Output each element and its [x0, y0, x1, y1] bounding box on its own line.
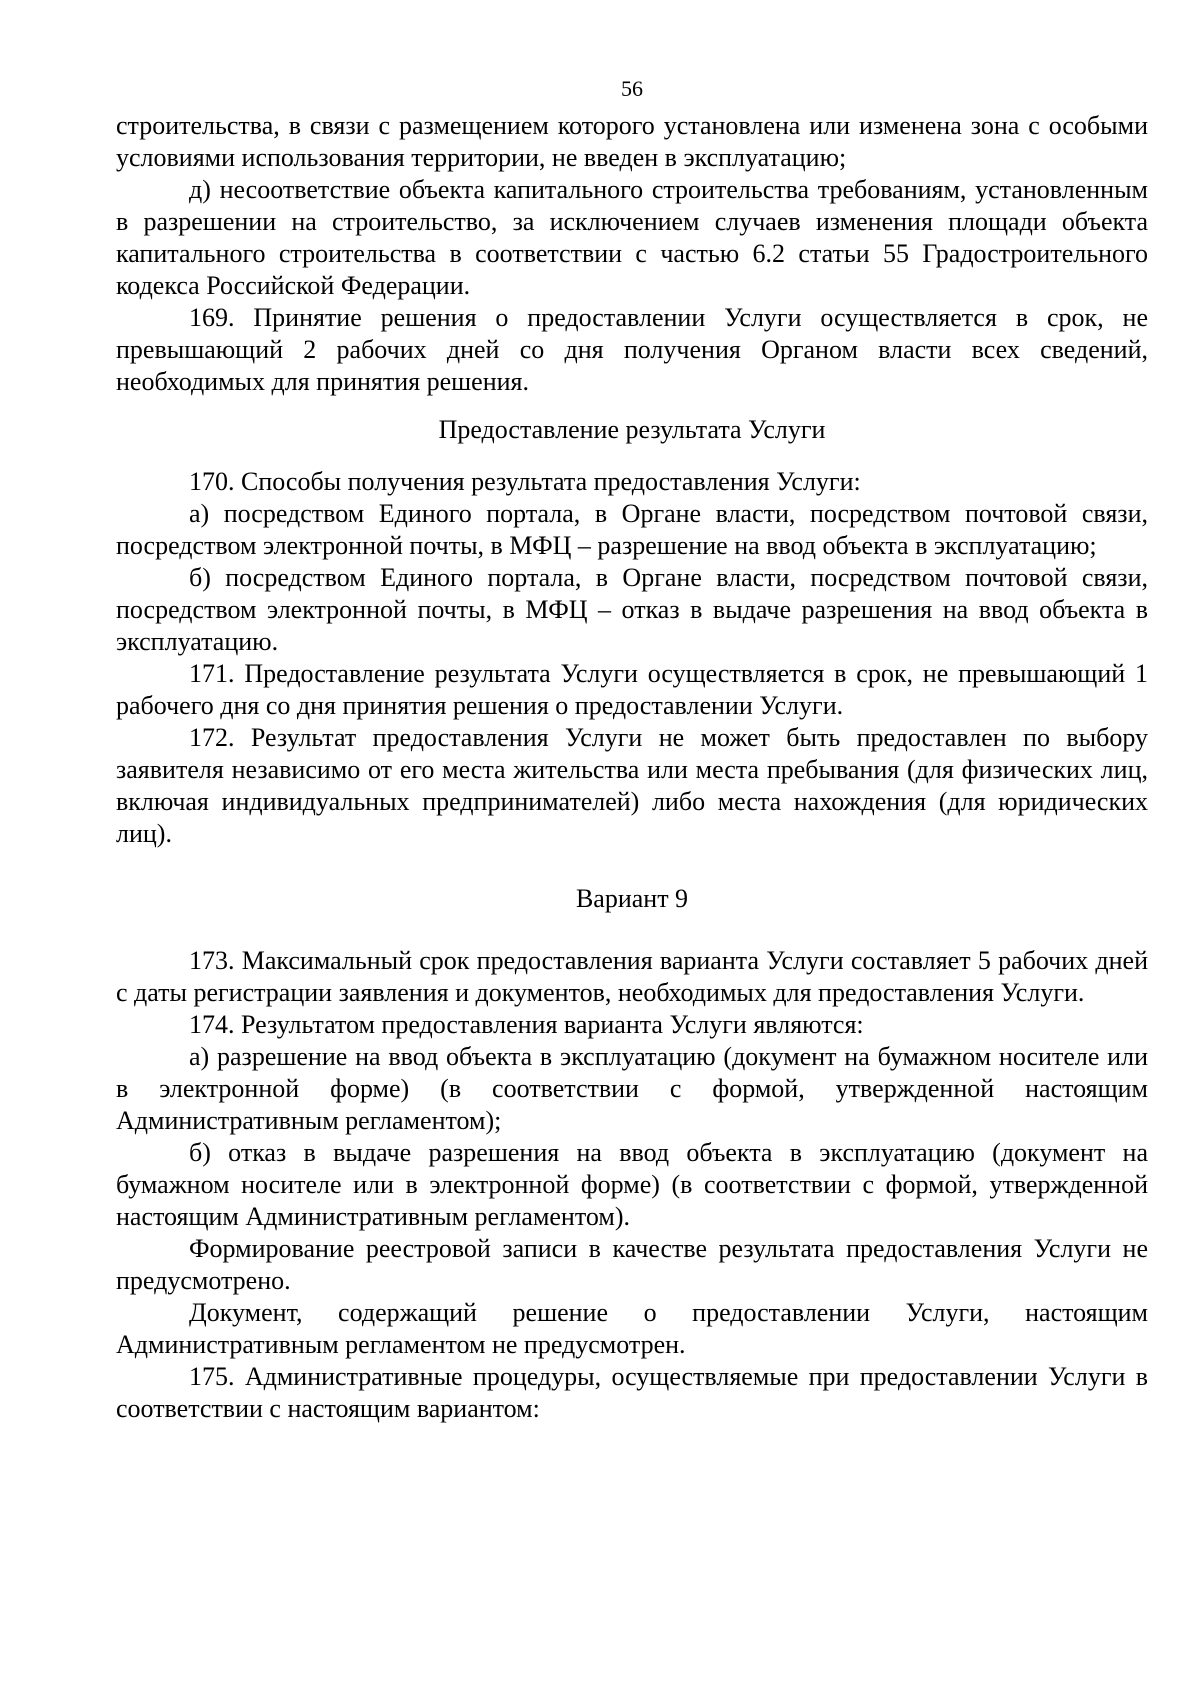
paragraph-172: 172. Результат предоставления Услуги не может быть предоставлен по выбору заявителя независимо от его места жительства или места пребывания (для физических лиц, включая индивидуальных предпринимателей) либо места нахождения (для юридических лиц).: [116, 723, 1148, 848]
paragraph-169: 169. Принятие решения о предоставлении Услуги осуществляется в срок, не превышающий 2 рабочих дней со дня получения Органом власти всех сведений, необходимых для принятия решения.: [116, 303, 1148, 396]
page-number: 56: [621, 76, 643, 101]
section-variant-9: [116, 883, 1148, 915]
paragraph-170-a: а) посредством Единого портала, в Органе власти, посредством почтовой связи, посредством электронной почты, в МФЦ – разрешение на ввод объекта в эксплуатацию;: [116, 499, 1148, 560]
paragraph-174: 174. Результатом предоставления варианта Услуги являются:: [189, 1010, 864, 1039]
paragraph-175: 175. Административные процедуры, осуществляемые при предоставлении Услуги в соответствии с настоящим вариантом:: [116, 1362, 1148, 1423]
paragraph-decision-document: Документ, содержащий решение о предоставлении Услуги, настоящим Административным регламентом не предусмотрен.: [116, 1298, 1148, 1359]
paragraph-173: 173. Максимальный срок предоставления варианта Услуги составляет 5 рабочих дней с даты регистрации заявления и документов, необходимых для предоставления Услуги.: [116, 946, 1148, 1007]
section-result-delivery: [116, 414, 1148, 446]
paragraph-174-b: б) отказ в выдаче разрешения на ввод объекта в эксплуатацию (документ на бумажном носителе или в электронной форме) (в соответствии с формой, утвержденной настоящим Административным регламентом).: [116, 1138, 1148, 1231]
section-variant-9-body: [116, 945, 1148, 1425]
section-result-delivery-body: [116, 466, 1148, 850]
paragraph-174-a: а) разрешение на ввод объекта в эксплуатацию (документ на бумажном носителе или в электронной форме) (в соответствии с формой, утвержденной настоящим Административным регламентом);: [116, 1042, 1148, 1135]
section-heading: Вариант 9: [575, 884, 689, 913]
section-decision-terms: [116, 110, 1148, 398]
section-heading: Предоставление результата Услуги: [438, 415, 826, 444]
paragraph-170-b: б) посредством Единого портала, в Органе власти, посредством почтовой связи, посредством электронной почты, в МФЦ – отказ в выдаче разрешения на ввод объекта в эксплуатацию.: [116, 563, 1148, 656]
paragraph-continuation: строительства, в связи с размещением которого установлена или изменена зона с особыми условиями использования территории, не введен в эксплуатацию;: [116, 111, 1148, 172]
paragraph-170: 170. Способы получения результата предоставления Услуги:: [189, 467, 861, 496]
paragraph-171: 171. Предоставление результата Услуги осуществляется в срок, не превышающий 1 рабочего дня со дня принятия решения о предоставлении Услуги.: [116, 659, 1148, 720]
paragraph-item-d: д) несоответствие объекта капитального строительства требованиям, установленным в разрешении на строительство, за исключением случаев изменения площади объекта капитального строительства в соответствии с частью 6.2 статьи 55 Градостроительного кодекса Российской Федерации.: [116, 175, 1148, 300]
paragraph-registry-record: Формирование реестровой записи в качестве результата предоставления Услуги не предусмотрено.: [116, 1234, 1148, 1295]
